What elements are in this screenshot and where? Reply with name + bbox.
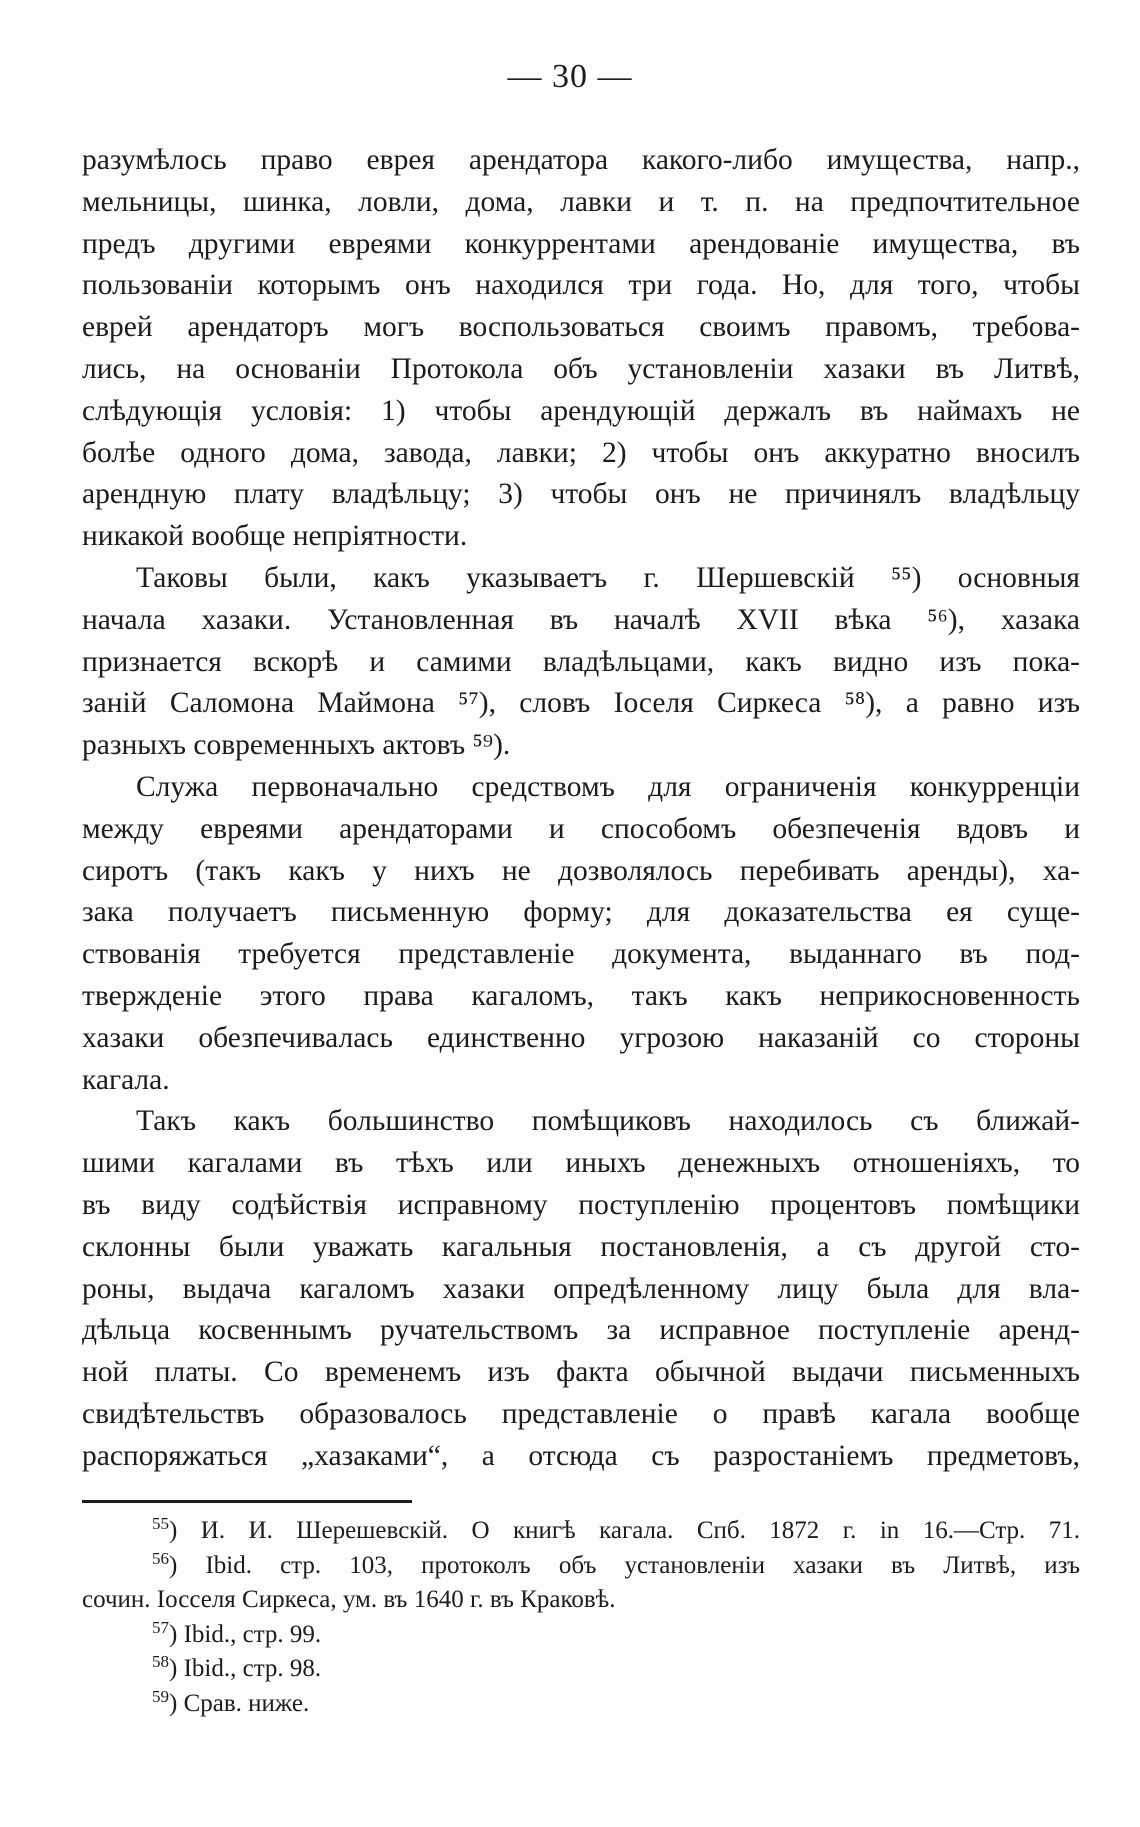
footnote-mark: 58 <box>152 1652 169 1672</box>
text-line: хазаки обезпечивалась единственно угрозою наказаній со стороны <box>82 1021 1080 1054</box>
footnote-text: Срав. ниже. <box>183 1689 310 1717</box>
text-line: шими кагалами въ тѣхъ или иныхъ денежныхъ отношеніяхъ, то <box>82 1147 1080 1180</box>
text-line: заній Саломона Маймона ⁵⁷), словъ Іоселя Сиркеса ⁵⁸), а равно изъ <box>82 687 1080 720</box>
text-line: лись, на основаніи Протокола объ установленіи хазаки въ Литвѣ, <box>82 352 1080 385</box>
text-line: дѣльца косвеннымъ ручательствомъ за исправное поступленіе аренд- <box>82 1314 1080 1347</box>
text-line: мельницы, шинка, ловли, дома, лавки и т. п. на предпочтительное <box>82 185 1080 218</box>
text-line: твержденіе этого права кагаломъ, такъ какъ неприкосновенность <box>82 979 1080 1012</box>
text-line: склонны были уважать кагальныя постановленія, а съ другой сто- <box>82 1230 1080 1263</box>
footnote-text: Ibid., стр. 98. <box>183 1655 322 1683</box>
text-line: никакой вообще непріятности. <box>82 520 468 553</box>
footnote-divider <box>82 1500 412 1503</box>
footnote-55: $^{55}$) И. И. Шерешевскій. О книгѣ кагала. Спб. 1872 г. in 16.—Стр. 71. <box>152 1514 1080 1544</box>
text-line: Таковы были, какъ указываетъ г. Шершевскій ⁵⁵) основныя <box>136 561 1080 594</box>
footnote-text: Ibid., стр. 99. <box>183 1620 322 1648</box>
footnote-mark: 56 <box>152 1548 169 1568</box>
paragraph <box>82 558 1080 767</box>
text-line: кагала. <box>82 1063 170 1096</box>
text-line: Служа первоначально средствомъ для ограниченія конкурренціи <box>136 770 1080 803</box>
text-line: слѣдующія условія: 1) чтобы арендующій держалъ въ наймахъ не <box>82 394 1080 427</box>
page-number: — 30 — <box>507 58 633 95</box>
text-line: ной платы. Со временемъ изъ факта обычной выдачи письменныхъ <box>82 1356 1080 1389</box>
main-text <box>82 140 1080 1478</box>
text-line: Такъ какъ большинство помѣщиковъ находилось съ ближай- <box>136 1105 1080 1138</box>
paragraph <box>82 767 1080 1101</box>
text-line: признается вскорѣ и самими владѣльцами, какъ видно изъ пока- <box>82 645 1080 678</box>
paragraph <box>82 1101 1080 1477</box>
text-line: разныхъ современныхъ актовъ ⁵⁹). <box>82 729 511 762</box>
footnote-mark: 59 <box>152 1686 169 1706</box>
text-line: еврей арендаторъ могъ воспользоваться своимъ правомъ, требова- <box>82 311 1080 344</box>
text-line: арендную плату владѣльцу; 3) чтобы онъ не причинялъ владѣльцу <box>82 478 1080 511</box>
paragraph <box>82 140 1080 558</box>
footnote-59: $^{59}$) Срав. ниже. <box>152 1686 310 1717</box>
footnote-58: $^{58}$) Ibid., стр. 98. <box>152 1652 322 1683</box>
text-line: зака получаетъ письменную форму; для доказательства ея суще- <box>82 896 1080 929</box>
footnote-56-continued: сочин. Іосселя Сиркеса, ум. въ 1640 г. въ Краковѣ. <box>82 1586 616 1614</box>
text-line: распоряжаться „хазаками“, а отсюда съ разростаніемъ предметовъ, <box>82 1439 1080 1472</box>
footnote-mark: 55 <box>152 1514 169 1533</box>
footnote-56: $^{56}$) Ibid. стр. 103, протоколъ объ установленіи хазаки въ Литвѣ, изъ <box>152 1548 1080 1579</box>
footnote-mark: 57 <box>152 1617 169 1637</box>
text-line: пользованіи которымъ онъ находился три года. Но, для того, чтобы <box>82 269 1080 302</box>
text-line: предъ другими евреями конкуррентами арендованіе имущества, въ <box>82 227 1080 260</box>
text-line: начала хазаки. Установленная въ началѣ XVII вѣка ⁵⁶), хазака <box>82 603 1080 636</box>
text-line: между евреями арендаторами и способомъ обезпеченія вдовъ и <box>82 812 1080 845</box>
text-line: роны, выдача кагаломъ хазаки опредѣленному лицу была для вла- <box>82 1272 1080 1305</box>
text-line: болѣе одного дома, завода, лавки; 2) чтобы онъ аккуратно вносилъ <box>82 436 1080 469</box>
text-line: ствованія требуется представленіе документа, выданнаго въ под- <box>82 938 1080 971</box>
text-line: разумѣлось право еврея арендатора какого-либо имущества, напр., <box>82 144 1080 176</box>
footnote-text: Ibid. стр. 103, протоколъ объ установленіи хазаки въ Литвѣ, изъ <box>205 1551 1080 1579</box>
text-line: въ виду содѣйствія исправному поступленію процентовъ помѣщики <box>82 1188 1080 1221</box>
footnote-text: И. И. Шерешевскій. О книгѣ кагала. Спб. 1872 г. in 16.—Стр. 71. <box>200 1517 1080 1544</box>
text-line: сиротъ (такъ какъ у нихъ не дозволялось перебивать аренды), ха- <box>82 854 1080 887</box>
text-line: свидѣтельствъ образовалось представленіе о правѣ кагала вообще <box>82 1397 1080 1430</box>
footnotes <box>82 1514 1080 1722</box>
footnote-57: $^{57}$) Ibid., стр. 99. <box>152 1617 322 1648</box>
